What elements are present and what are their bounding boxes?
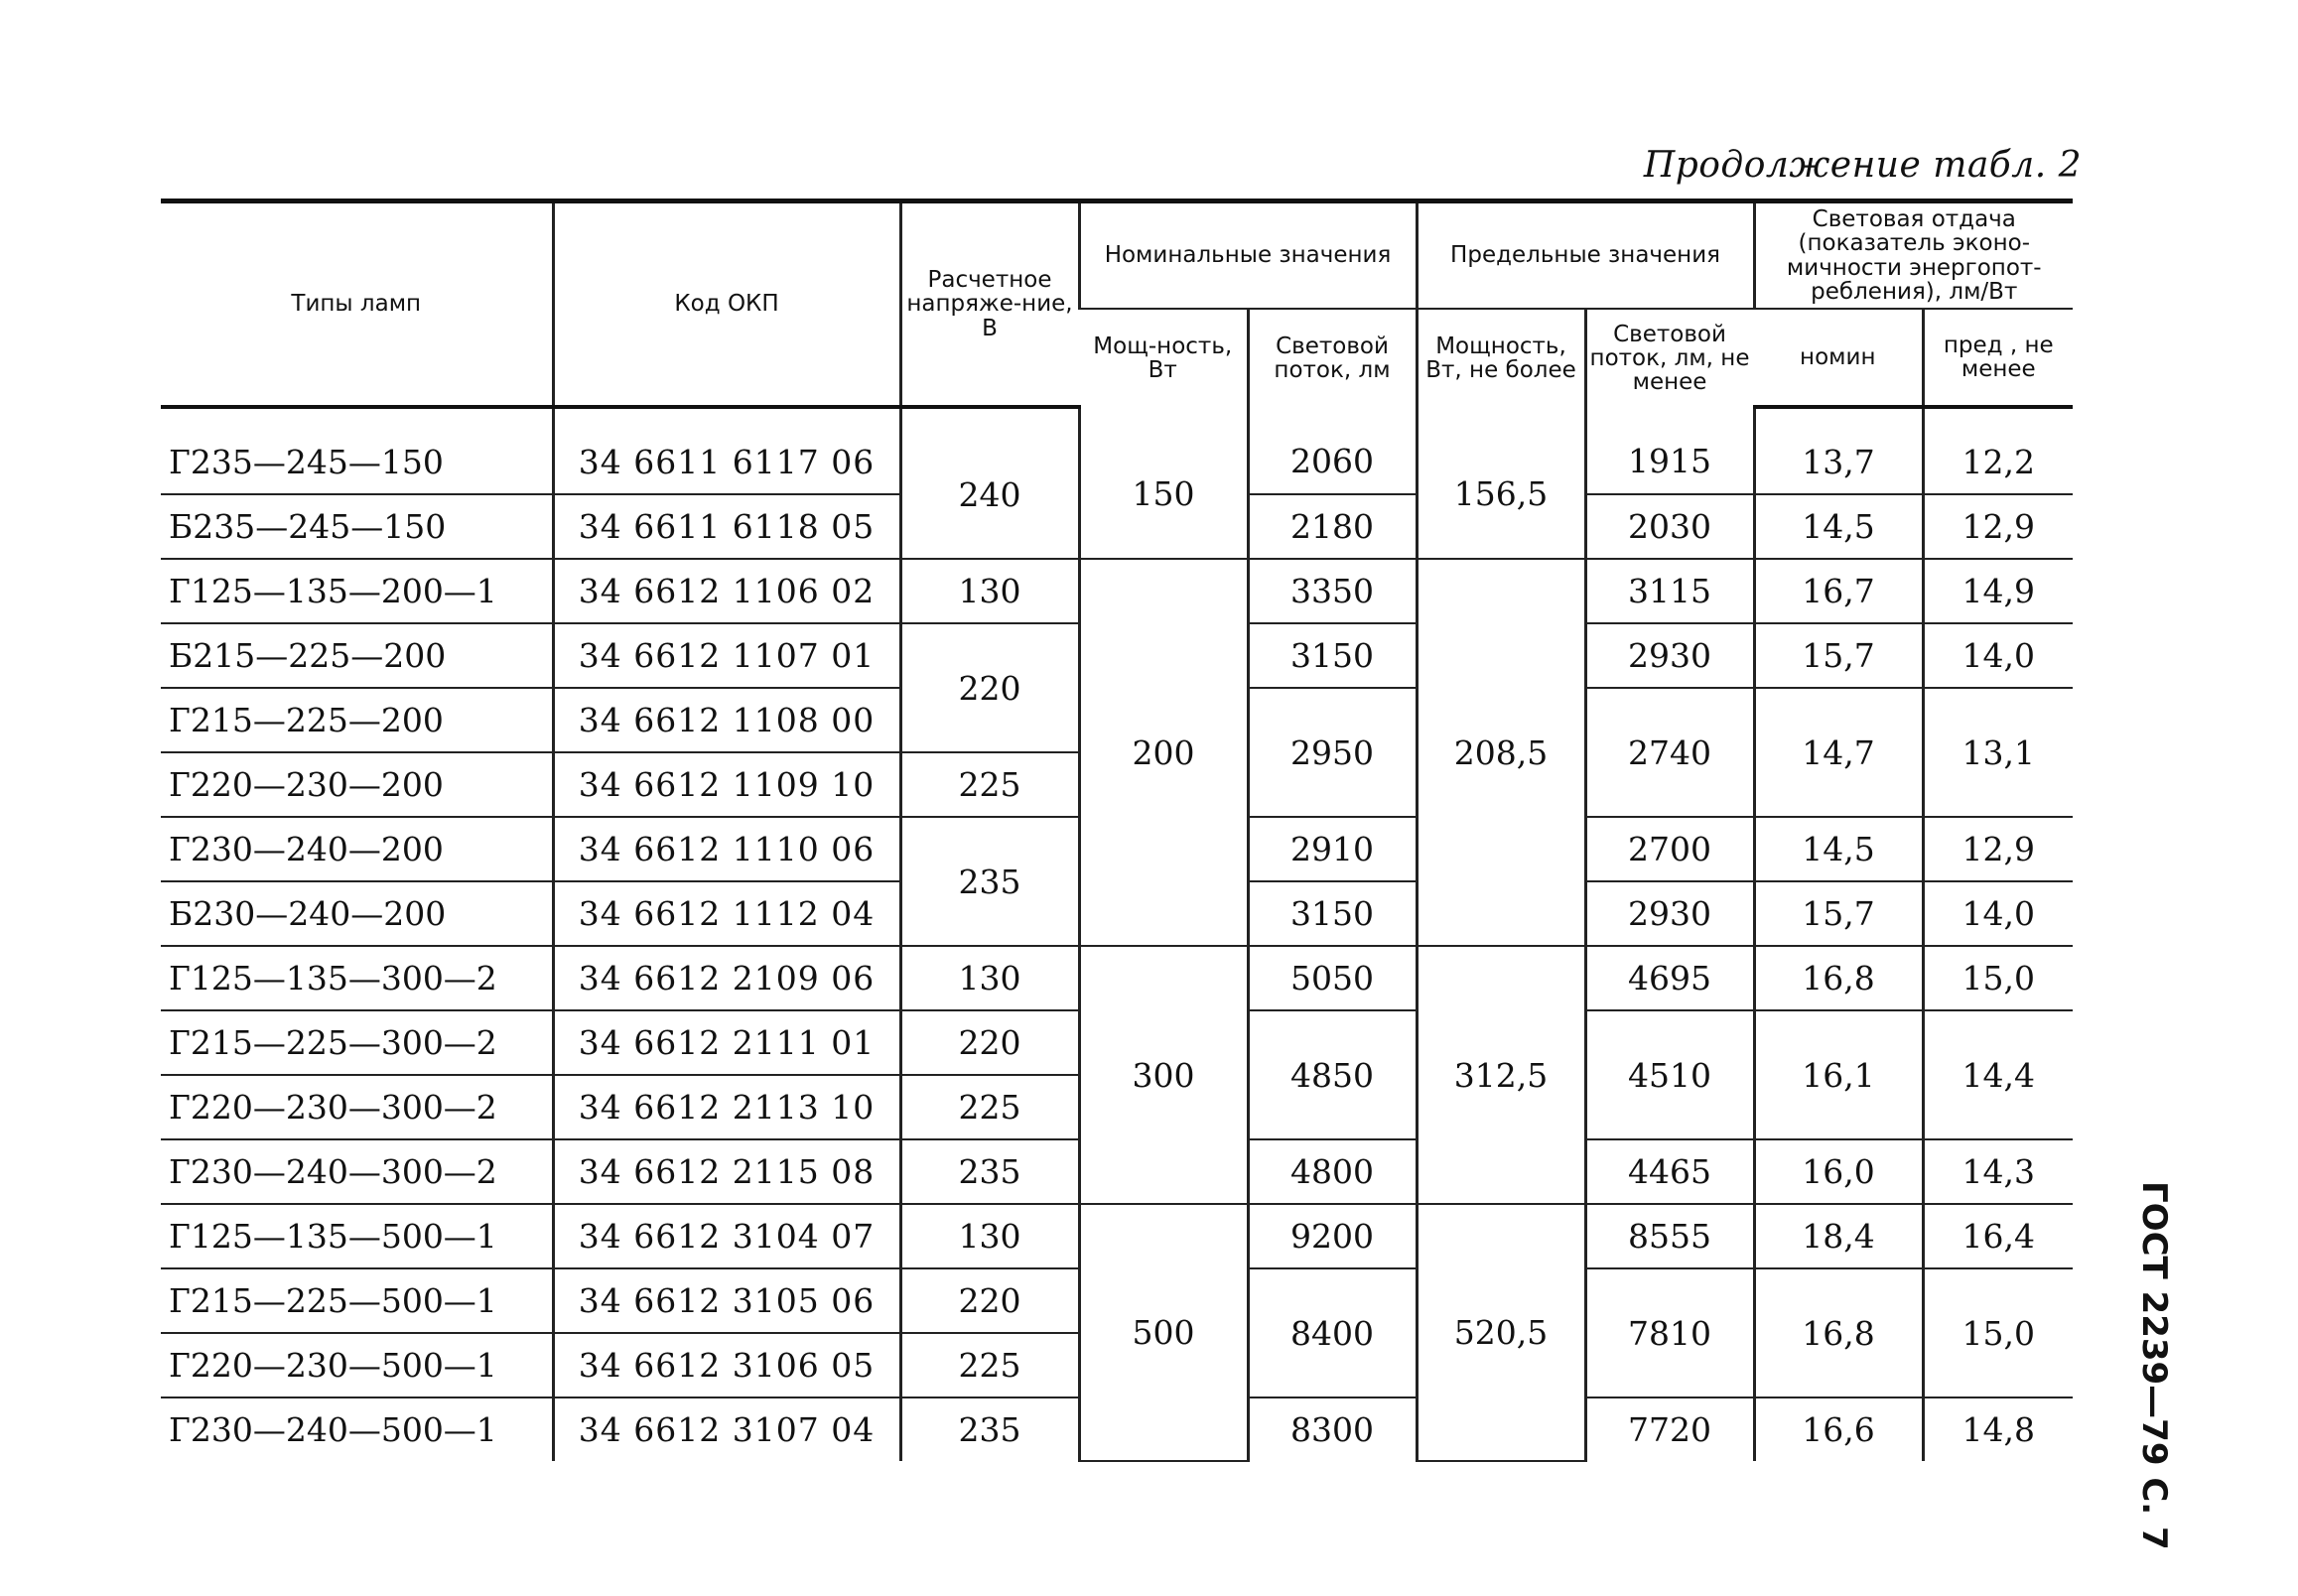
efficacy-nominal-cell: 16,8: [1754, 946, 1923, 1010]
table-body: [161, 407, 2073, 1461]
okp-code-cell: 34 6612 1112 04: [553, 881, 900, 946]
efficacy-limit-cell: 16,4: [1923, 1204, 2073, 1268]
voltage-cell: 130: [900, 559, 1079, 623]
header-nominal-flux: Световой поток, лм: [1248, 309, 1417, 407]
efficacy-nominal-cell: 14,5: [1754, 817, 1923, 881]
efficacy-limit-cell: 14,9: [1923, 559, 2073, 623]
efficacy-limit-cell: 15,0: [1923, 1268, 2073, 1397]
voltage-cell: 235: [900, 1397, 1079, 1461]
header-limit-power: Мощность, Вт, не более: [1417, 309, 1585, 407]
lamp-type-cell: Г125—135—200—1: [161, 559, 553, 623]
lamp-type-cell: Б215—225—200: [161, 623, 553, 688]
lamp-type-cell: Г220—230—500—1: [161, 1333, 553, 1397]
limit-flux-cell: 3115: [1585, 559, 1754, 623]
voltage-cell: 235: [900, 817, 1079, 946]
efficacy-limit-cell: 14,4: [1923, 1010, 2073, 1139]
okp-code-cell: 34 6612 2115 08: [553, 1139, 900, 1204]
lamp-type-cell: Г230—240—200: [161, 817, 553, 881]
nominal-flux-cell: 8400: [1248, 1268, 1417, 1397]
voltage-cell: 225: [900, 1075, 1079, 1139]
lamp-type-cell: Г125—135—300—2: [161, 946, 553, 1010]
lamp-type-cell: Г215—225—300—2: [161, 1010, 553, 1075]
efficacy-nominal-cell: 16,8: [1754, 1268, 1923, 1397]
nominal-flux-cell: 2060: [1248, 407, 1417, 494]
okp-code-cell: 34 6612 2111 01: [553, 1010, 900, 1075]
limit-flux-cell: 2930: [1585, 881, 1754, 946]
limit-flux-cell: 4510: [1585, 1010, 1754, 1139]
lamp-type-cell: Г215—225—500—1: [161, 1268, 553, 1333]
nominal-power-cell: 150: [1079, 407, 1248, 559]
efficacy-nominal-cell: 16,7: [1754, 559, 1923, 623]
efficacy-limit-cell: 14,0: [1923, 881, 2073, 946]
limit-flux-cell: 7810: [1585, 1268, 1754, 1397]
efficacy-nominal-cell: 13,7: [1754, 407, 1923, 494]
okp-code-cell: 34 6612 3106 05: [553, 1333, 900, 1397]
limit-power-cell: 208,5: [1417, 559, 1585, 946]
lamp-specifications-table: [161, 199, 2073, 1462]
nominal-flux-cell: 4800: [1248, 1139, 1417, 1204]
voltage-cell: 240: [900, 407, 1079, 559]
limit-flux-cell: 1915: [1585, 407, 1754, 494]
table-row: [161, 407, 2073, 494]
header-luminous-efficacy: Световая отдача (показатель эконо-мичности энергопот-ребления), лм/Вт: [1754, 201, 2073, 310]
lamp-type-cell: Г220—230—200: [161, 752, 553, 817]
efficacy-limit-cell: 14,8: [1923, 1397, 2073, 1461]
voltage-cell: 130: [900, 946, 1079, 1010]
limit-power-cell: 312,5: [1417, 946, 1585, 1204]
efficacy-nominal-cell: 14,5: [1754, 494, 1923, 559]
table-header: [161, 201, 2073, 408]
lamp-type-cell: Б235—245—150: [161, 494, 553, 559]
okp-code-cell: 34 6612 1110 06: [553, 817, 900, 881]
lamp-type-cell: Б230—240—200: [161, 881, 553, 946]
efficacy-nominal-cell: 16,6: [1754, 1397, 1923, 1461]
efficacy-nominal-cell: 15,7: [1754, 623, 1923, 688]
lamp-type-cell: Г235—245—150: [161, 407, 553, 494]
limit-flux-cell: 2700: [1585, 817, 1754, 881]
lamp-type-cell: Г230—240—300—2: [161, 1139, 553, 1204]
voltage-cell: 220: [900, 623, 1079, 752]
efficacy-limit-cell: 12,9: [1923, 494, 2073, 559]
voltage-cell: 225: [900, 1333, 1079, 1397]
nominal-flux-cell: 2180: [1248, 494, 1417, 559]
nominal-flux-cell: 4850: [1248, 1010, 1417, 1139]
okp-code-cell: 34 6612 1109 10: [553, 752, 900, 817]
okp-code-cell: 34 6611 6117 06: [553, 407, 900, 494]
limit-flux-cell: 7720: [1585, 1397, 1754, 1461]
okp-code-cell: 34 6612 3107 04: [553, 1397, 900, 1461]
nominal-flux-cell: 8300: [1248, 1397, 1417, 1461]
header-okp-code: Код ОКП: [553, 201, 900, 408]
nominal-flux-cell: 5050: [1248, 946, 1417, 1010]
header-lamp-type: Типы ламп: [161, 201, 553, 408]
lamp-type-cell: Г230—240—500—1: [169, 1410, 497, 1449]
efficacy-limit-cell: 15,0: [1923, 946, 2073, 1010]
nominal-flux-cell: 2950: [1248, 688, 1417, 817]
okp-code-cell: 34 6612 3104 07: [553, 1204, 900, 1268]
voltage-cell: 130: [900, 1204, 1079, 1268]
limit-flux-cell: 2740: [1585, 688, 1754, 817]
header-efficacy-limit: пред , не менее: [1923, 309, 2073, 407]
okp-code-cell: 34 6612 1106 02: [553, 559, 900, 623]
lamp-type-cell: Г215—225—200: [161, 688, 553, 752]
okp-code-cell: 34 6612 2113 10: [553, 1075, 900, 1139]
okp-code-cell: 34 6612 1107 01: [553, 623, 900, 688]
nominal-flux-cell: 2910: [1248, 817, 1417, 881]
nominal-flux-cell: 3350: [1248, 559, 1417, 623]
nominal-flux-cell: 3150: [1248, 881, 1417, 946]
table-row: [161, 1204, 2073, 1268]
nominal-power-cell: 300: [1079, 946, 1248, 1204]
header-voltage: Расчетное напряже-ние, В: [900, 201, 1079, 408]
lamp-type-cell: Г220—230—300—2: [161, 1075, 553, 1139]
efficacy-nominal-cell: 16,0: [1754, 1139, 1923, 1204]
lamp-type-cell: Г125—135—500—1: [161, 1204, 553, 1268]
table-row: [161, 946, 2073, 1010]
header-limit-values: Предельные значения: [1417, 201, 1754, 310]
efficacy-limit-cell: 13,1: [1923, 688, 2073, 817]
nominal-flux-cell: 3150: [1248, 623, 1417, 688]
table-continuation-caption: Продолжение табл. 2: [1643, 145, 2082, 186]
okp-code-cell: 34 6612 1108 00: [553, 688, 900, 752]
efficacy-limit-cell: 12,9: [1923, 817, 2073, 881]
okp-code-cell: 34 6611 6118 05: [553, 494, 900, 559]
limit-flux-cell: 8555: [1585, 1204, 1754, 1268]
standard-page-label: ГОСТ 2239—79 С. 7: [2134, 1181, 2174, 1550]
limit-flux-cell: 2030: [1585, 494, 1754, 559]
nominal-power-cell: 500: [1079, 1204, 1248, 1461]
limit-power-cell: 520,5: [1417, 1204, 1585, 1461]
header-nominal-power: Мощ-ность, Вт: [1093, 332, 1233, 383]
header-efficacy-nominal: номин: [1754, 309, 1923, 407]
voltage-cell: 220: [900, 1010, 1079, 1075]
nominal-power-cell: 200: [1079, 559, 1248, 946]
okp-code-cell: 34 6612 2109 06: [553, 946, 900, 1010]
header-nominal-values: Номинальные значения: [1079, 201, 1417, 310]
limit-flux-cell: 4465: [1585, 1139, 1754, 1204]
nominal-flux-cell: 9200: [1248, 1204, 1417, 1268]
voltage-cell: 235: [900, 1139, 1079, 1204]
limit-power-cell: 156,5: [1417, 407, 1585, 559]
voltage-cell: 220: [900, 1268, 1079, 1333]
efficacy-nominal-cell: 18,4: [1754, 1204, 1923, 1268]
header-limit-flux: Световой поток, лм, не менее: [1585, 309, 1754, 407]
efficacy-nominal-cell: 14,7: [1754, 688, 1923, 817]
efficacy-limit-cell: 12,2: [1923, 407, 2073, 494]
efficacy-nominal-cell: 16,1: [1754, 1010, 1923, 1139]
voltage-cell: 225: [900, 752, 1079, 817]
okp-code-cell: 34 6612 3105 06: [553, 1268, 900, 1333]
efficacy-limit-cell: 14,3: [1923, 1139, 2073, 1204]
limit-flux-cell: 4695: [1585, 946, 1754, 1010]
efficacy-nominal-cell: 15,7: [1754, 881, 1923, 946]
limit-flux-cell: 2930: [1585, 623, 1754, 688]
efficacy-limit-cell: 14,0: [1923, 623, 2073, 688]
table-row: [161, 559, 2073, 623]
